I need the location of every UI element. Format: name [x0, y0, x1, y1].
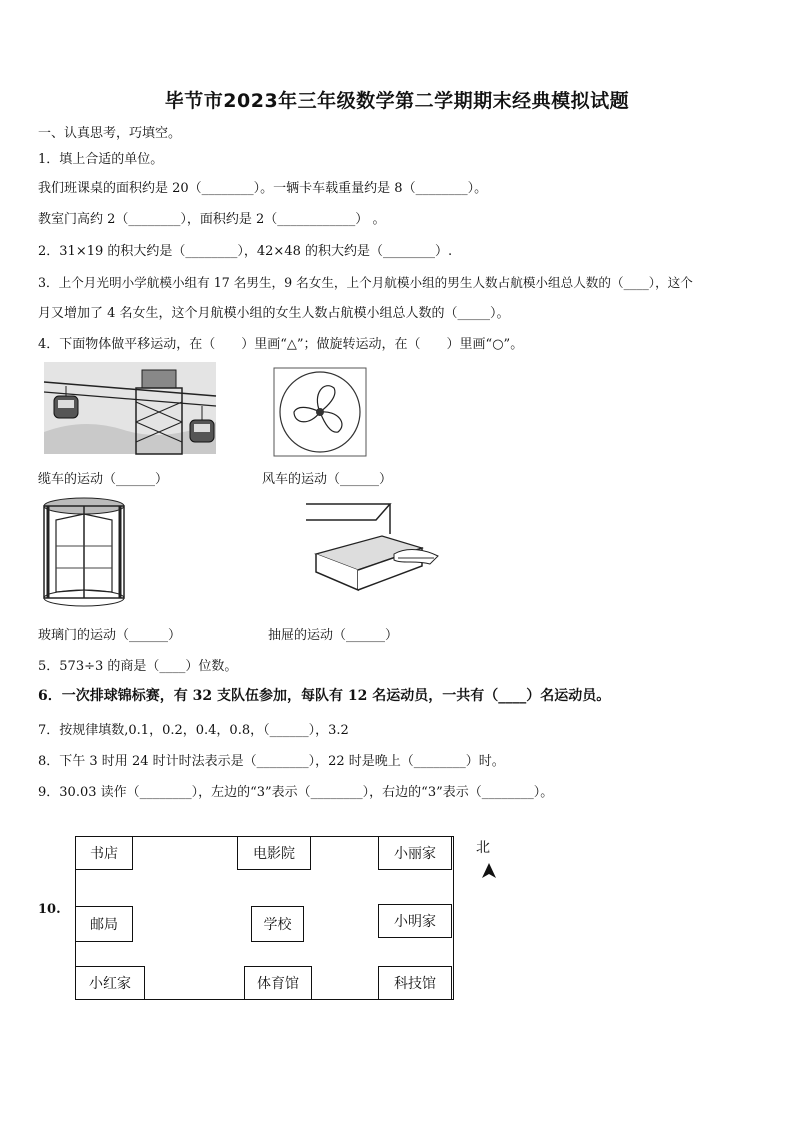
map-bookstore: 书店 [75, 836, 133, 870]
question-1-line-1: 我们班课桌的面积约是 20（________）。一辆卡车载重量约是 8（________）。 [38, 181, 488, 196]
question-7: 7．按规律填数,0.1，0.2，0.4，0.8，（______），3.2 [38, 723, 349, 738]
question-1-heading: 1．填上合适的单位。 [38, 152, 164, 167]
fan-image [272, 366, 368, 458]
map-science-museum: 科技馆 [378, 966, 452, 1000]
north-arrow-icon [480, 862, 498, 880]
section-heading: 一、认真思考，巧填空。 [38, 126, 182, 141]
question-1-line-2: 教室门高约 2（________），面积约是 2（____________） 。 [38, 212, 386, 227]
page-title: 毕节市2023年三年级数学第二学期期末经典模拟试题 [164, 90, 630, 112]
question-4-heading: 4．下面物体做平移运动，在（ ）里画“△”；做旋转运动，在（ ）里画“○”。 [38, 337, 524, 352]
question-2: 2．31×19 的积大约是（________），42×48 的积大约是（________）. [38, 244, 453, 259]
caption-glass-door: 玻璃门的运动（______） [38, 628, 182, 643]
question-10-number: 10. [38, 902, 61, 917]
map-cinema: 电影院 [237, 836, 311, 870]
cable-car-image [44, 362, 216, 454]
caption-drawer: 抽屉的运动（______） [268, 628, 399, 643]
caption-cable-car: 缆车的运动（______） [38, 472, 169, 487]
map-school: 学校 [251, 906, 304, 942]
question-3-line-2: 月又增加了 4 名女生，这个月航模小组的女生人数占航模小组总人数的（_____）。 [38, 306, 510, 321]
question-6: 6．一次排球锦标赛，有 32 支队伍参加，每队有 12 名运动员，一共有（____）名运动员。 [38, 688, 611, 704]
question-5: 5．573÷3 的商是（____）位数。 [38, 659, 238, 674]
map-post-office: 邮局 [75, 906, 133, 942]
drawer-image [298, 498, 442, 606]
question-3-line-1: 3．上个月光明小学航模小组有 17 名男生，9 名女生，上个月航模小组的男生人数占航模小组总人数的（____），这个 [38, 275, 693, 290]
north-label: 北 [476, 840, 490, 856]
question-8: 8．下午 3 时用 24 时计时法表示是（________），22 时是晚上（________）时。 [38, 754, 505, 769]
caption-fan: 风车的运动（______） [262, 472, 393, 487]
question-9: 9．30.03 读作（________），左边的“3”表示（________），右边的“3”表示（________）。 [38, 785, 554, 800]
revolving-door-image [38, 496, 130, 608]
map-xiaoming-home: 小明家 [378, 904, 452, 938]
map-xiaoli-home: 小丽家 [378, 836, 452, 870]
map-xiaohong-home: 小红家 [75, 966, 145, 1000]
map-stadium: 体育馆 [244, 966, 312, 1000]
